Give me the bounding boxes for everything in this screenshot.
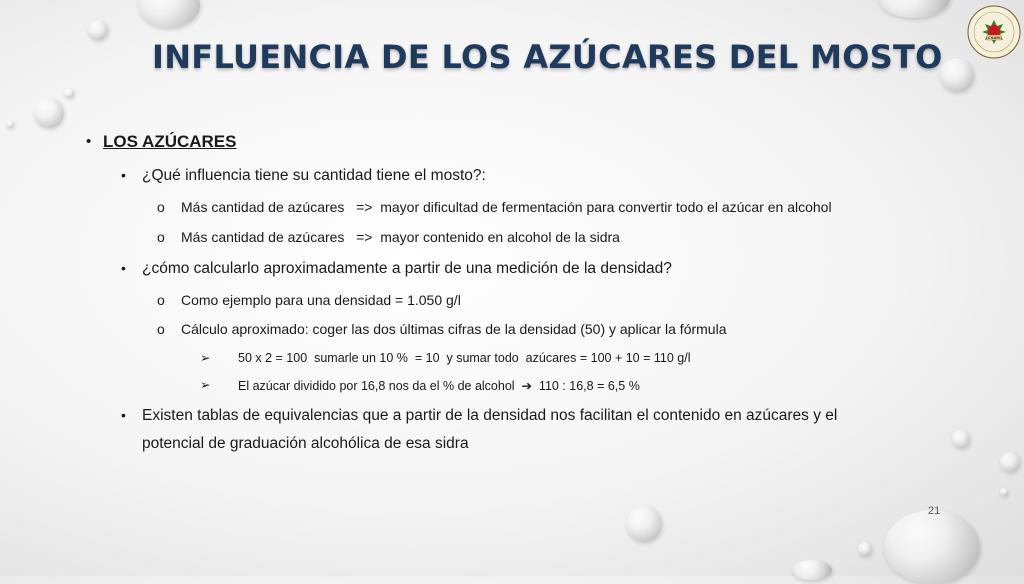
water-drop-decoration [138, 0, 200, 28]
water-drop-decoration [64, 88, 74, 98]
bullet-circle: o [157, 292, 165, 308]
arrow-bullet-icon: ➢ [200, 378, 211, 392]
question-text: ¿cómo calcularlo aproximadamente a partir de una medición de la densidad? [142, 260, 672, 277]
paragraph-line: Existen tablas de equivalencias que a partir de la densidad nos facilitan el contenido en azúcares y el [142, 407, 838, 424]
water-drop-decoration [34, 98, 64, 128]
bullet-dot: • [121, 260, 126, 276]
section-heading: LOS AZÚCARES [103, 132, 237, 151]
question-text: ¿Qué influencia tiene su cantidad tiene el mosto?: [142, 167, 486, 184]
bullet-circle: o [157, 199, 165, 215]
list-item: Más cantidad de azúcares => mayor dificultad de fermentación para convertir todo el azúcar en alcohol [181, 199, 832, 215]
water-drop-decoration [878, 0, 950, 18]
water-drop-decoration [884, 510, 980, 584]
water-drop-decoration [1000, 452, 1020, 472]
bullet-dot: • [86, 133, 92, 150]
water-drop-decoration [792, 560, 832, 580]
water-drop-decoration [940, 58, 974, 92]
bullet-circle: o [157, 229, 165, 245]
water-drop-decoration [626, 506, 662, 542]
list-item: Cálculo aproximado: coger las dos últimas cifras de la densidad (50) y aplicar la fórmula [181, 321, 727, 337]
paragraph-line: potencial de graduación alcohólica de esa sidra [142, 435, 469, 452]
list-item: Más cantidad de azúcares => mayor contenido en alcohol de la sidra [181, 229, 620, 245]
bullet-dot: • [121, 167, 126, 183]
club-logo-icon [966, 4, 1022, 60]
calculation-step: El azúcar dividido por 16,8 nos da el % de alcohol ➔ 110 : 16,8 = 6,5 % [238, 379, 640, 393]
water-drop-decoration [858, 542, 872, 556]
bullet-circle: o [157, 321, 165, 337]
water-drop-decoration [952, 430, 970, 448]
water-drop-decoration [6, 120, 14, 128]
page-number: 21 [928, 505, 941, 517]
list-item: Como ejemplo para una densidad = 1.050 g/l [181, 292, 461, 308]
water-drop-decoration [1000, 488, 1008, 496]
calculation-step: 50 x 2 = 100 sumarle un 10 % = 10 y sumar todo azúcares = 100 + 10 = 110 g/l [238, 351, 691, 365]
svg-text:CSAM: CSAM [988, 36, 1000, 40]
arrow-bullet-icon: ➢ [200, 351, 211, 365]
slide-title: INFLUENCIA DE LOS AZÚCARES DEL MOSTO [152, 38, 943, 76]
water-drop-decoration [88, 20, 108, 40]
bullet-dot: • [121, 407, 126, 423]
